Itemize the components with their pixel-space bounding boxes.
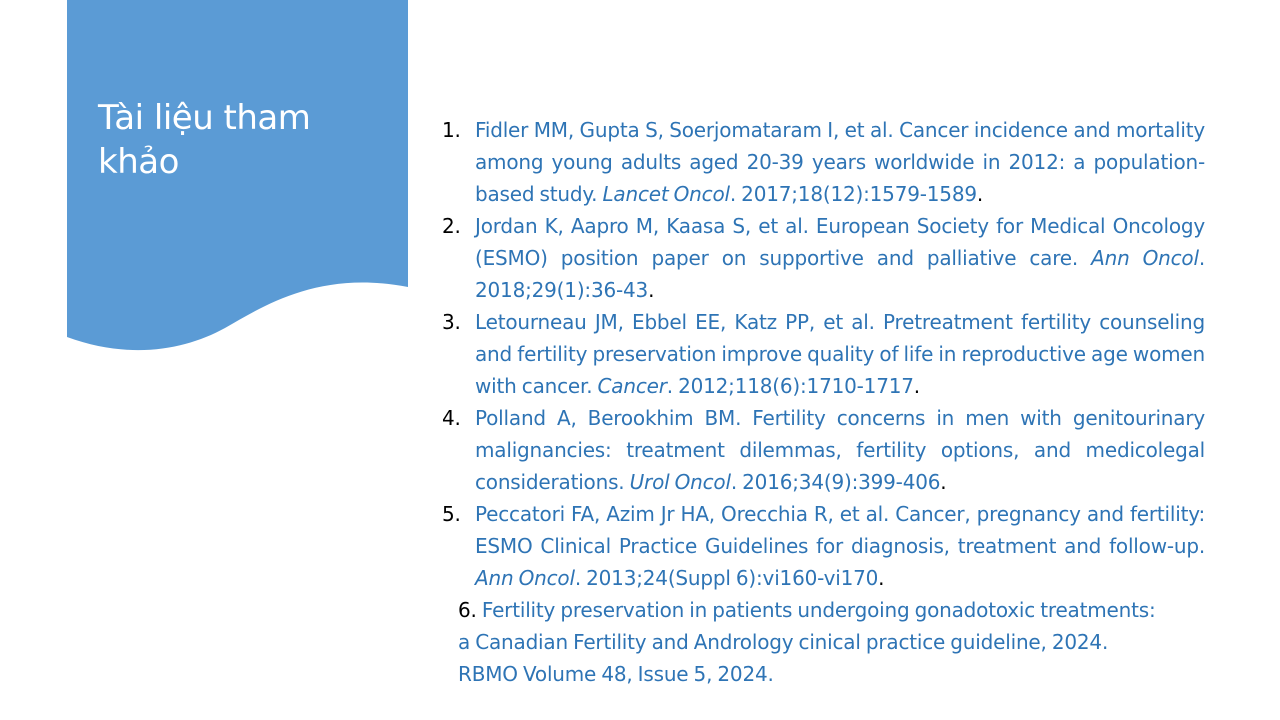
reference-text: Peccatori FA, Azim Jr HA, Orecchia R, et al. Cancer, pregnancy and fertility: ESMO Clinical Practice Guidelines for diagnosis, treatment and follow-up. xyxy=(475,502,1205,558)
reference-text: Fidler MM, Gupta S, Soerjomataram I, et al. Cancer incidence and mortality among young adults aged 20-39 years worldwide in 2012: a population-based study. xyxy=(475,118,1205,206)
reference-number: 4. xyxy=(442,406,461,430)
reference-period: . xyxy=(976,182,984,206)
reference-list xyxy=(442,114,1205,594)
reference-item-2 xyxy=(442,210,1205,306)
reference-item-1 xyxy=(442,114,1205,210)
reference-number: 1. xyxy=(442,118,461,142)
reference-details: . 2017;18(12):1579-1589 xyxy=(729,182,977,206)
reference-journal: Cancer xyxy=(597,374,667,398)
reference-text: Polland A, Berookhim BM. Fertility concerns in men with genitourinary malignancies: treatment dilemmas, fertility options, and medicolegal considerations. xyxy=(475,406,1205,494)
reference-item-6 xyxy=(458,594,1158,690)
reference-text: Letourneau JM, Ebbel EE, Katz PP, et al. Pretreatment fertility counseling and fertility preservation improve quality of life in reproductive age women with cancer. xyxy=(475,310,1205,398)
reference-details: . 2012;118(6):1710-1717 xyxy=(666,374,914,398)
reference-period: . xyxy=(648,278,655,302)
reference-journal: Ann Oncol xyxy=(475,566,575,590)
reference-number: 3. xyxy=(442,310,461,334)
reference-period: . xyxy=(940,470,947,494)
reference-details: . 2013;24(Suppl 6):vi160-vi170 xyxy=(574,566,879,590)
reference-journal: Ann Oncol xyxy=(1091,246,1199,270)
reference-number: 5. xyxy=(442,502,461,526)
reference-details: . 2018;29(1):36-43 xyxy=(475,246,1205,302)
reference-item-5 xyxy=(442,498,1205,594)
reference-item-3 xyxy=(442,306,1205,402)
reference-number: 6. xyxy=(458,598,477,622)
reference-journal: Urol Oncol xyxy=(629,470,731,494)
reference-number: 2. xyxy=(442,214,461,238)
reference-details: . 2016;34(9):399-406 xyxy=(730,470,941,494)
reference-period: . xyxy=(913,374,920,398)
slide-title: Tài liệu tham khảo xyxy=(98,98,311,182)
reference-journal: Lancet Oncol xyxy=(602,182,730,206)
reference-text: Fertility preservation in patients undergoing gonadotoxic treatments: a Canadian Fertility and Andrology cinical practice guideline, 2024. RBMO Volume 48, Issue 5, 2024. xyxy=(458,598,1156,686)
reference-item-4 xyxy=(442,402,1205,498)
reference-text: Jordan K, Aapro M, Kaasa S, et al. European Society for Medical Oncology (ESMO) position paper on supportive and palliative care. xyxy=(475,214,1205,270)
reference-period: . xyxy=(878,566,885,590)
